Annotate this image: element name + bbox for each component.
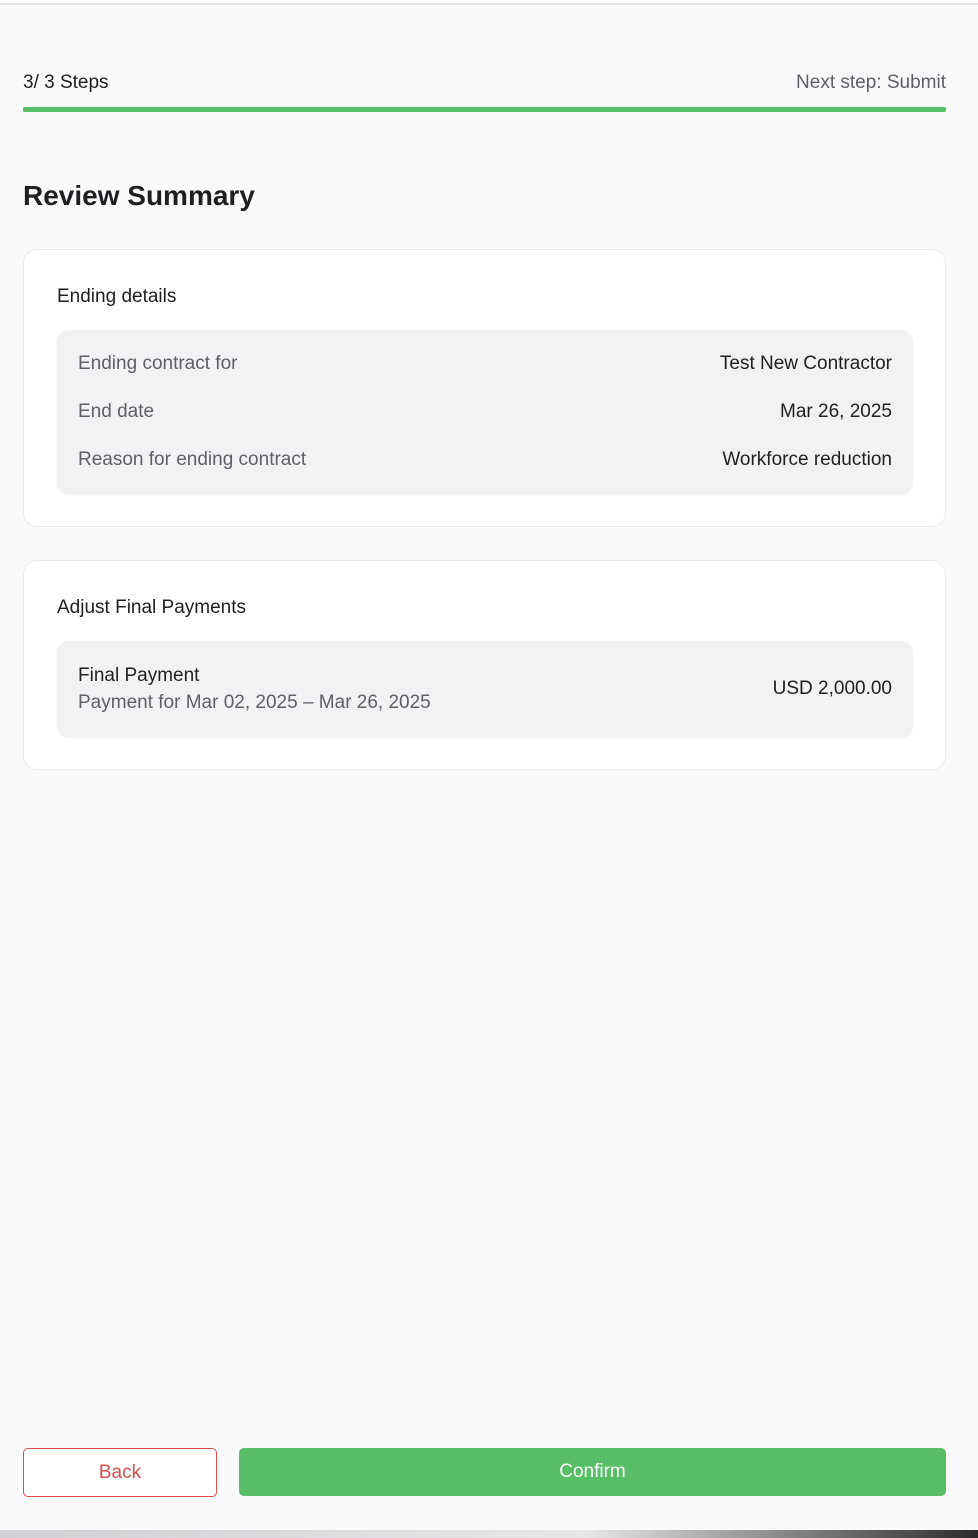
ending-details-panel <box>57 330 913 494</box>
step-progress <box>23 70 946 112</box>
detail-label: End date <box>78 401 155 422</box>
detail-row-contractor <box>78 352 892 376</box>
progress-labels <box>23 70 946 96</box>
window-bottom-edge <box>0 1530 978 1538</box>
final-payment-info <box>78 662 431 716</box>
final-payment-amount: USD 2,000.00 <box>772 678 892 699</box>
detail-row-reason <box>78 448 892 472</box>
top-border <box>0 0 978 5</box>
final-payment-period: Payment for Mar 02, 2025 – Mar 26, 2025 <box>78 692 431 713</box>
final-payment-panel <box>57 641 913 737</box>
step-count: 3/ 3 Steps <box>23 72 109 93</box>
ending-details-card <box>23 249 946 527</box>
confirm-button[interactable]: Confirm <box>239 1448 946 1496</box>
progress-bar-fill <box>23 107 946 112</box>
detail-label: Reason for ending contract <box>78 449 307 470</box>
detail-row-end-date <box>78 400 892 424</box>
next-step-label: Next step: Submit <box>796 72 946 93</box>
progress-bar <box>23 107 946 112</box>
detail-value: Test New Contractor <box>719 353 892 374</box>
detail-value: Mar 26, 2025 <box>780 401 892 422</box>
ending-details-title: Ending details <box>57 286 177 307</box>
final-payments-card <box>23 560 946 770</box>
final-payments-title: Adjust Final Payments <box>57 597 247 618</box>
back-button[interactable]: Back <box>23 1448 217 1497</box>
final-payment-title: Final Payment <box>78 665 200 686</box>
page-title: Review Summary <box>23 180 255 211</box>
detail-label: Ending contract for <box>78 353 238 374</box>
detail-value: Workforce reduction <box>722 449 892 470</box>
final-payment-row <box>78 641 892 737</box>
